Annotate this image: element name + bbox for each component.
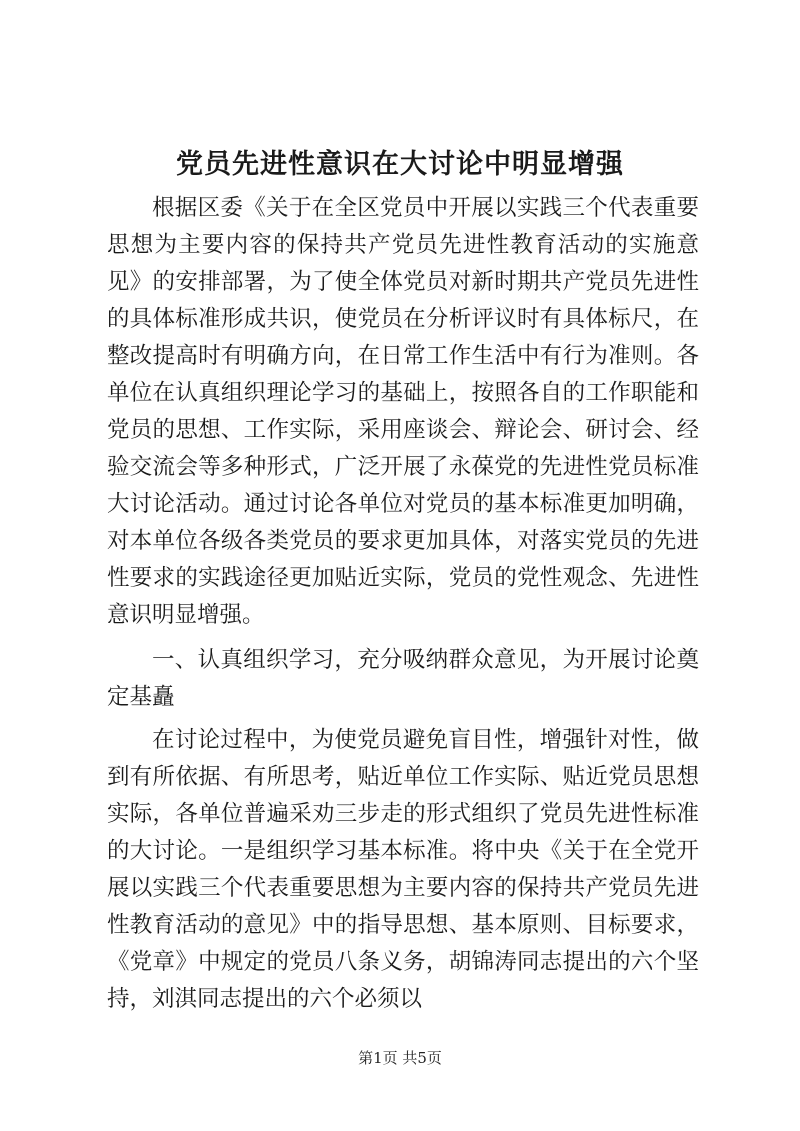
body-paragraph: 在讨论过程中，为使党员避免盲目性，增强针对性，做到有所依据、有所思考，贴近单位工作实际、贴近党员思想实际，各单位普遍采劝三步走的形式组织了党员先进性标准的大讨论。一是组织学习基本标准。将中央《关于在全党开展以实践三个代表重要思想为主要内容的保持共产党员先进性教育活动的意见》中的指导思想、基本原则、目标要求，《党章》中规定的党员八条义务，胡锦涛同志提出的六个坚持，刘淇同志提出的六个必须以 (107, 727, 699, 1012)
document-body (107, 190, 699, 1018)
section-heading: 一、认真组织学习，充分吸纳群众意见，为开展讨论奠定基矗 (107, 647, 699, 710)
body-paragraph: 根据区委《关于在全区党员中开展以实践三个代表重要思想为主要内容的保持共产党员先进性教育活动的实施意见》的安排部署，为了使全体党员对新时期共产党员先进性的具体标准形成共识，使党员在分析评议时有具体标尺，在整改提高时有明确方向，在日常工作生活中有行为准则。各单位在认真组织理论学习的基础上，按照各自的工作职能和党员的思想、工作实际，采用座谈会、辩论会、研讨会、经验交流会等多种形式，广泛开展了永葆党的先进性党员标准大讨论活动。通过讨论各单位对党员的基本标准更加明确，对本单位各级各类党员的要求更加具体，对落实党员的先进性要求的实践途径更加贴近实际，党员的党性观念、先进性意识明显增强。 (107, 195, 699, 628)
page-number: 第1页 共5页 (358, 1049, 442, 1067)
page-title: 党员先进性意识在大讨论中明显增强 (176, 149, 624, 180)
